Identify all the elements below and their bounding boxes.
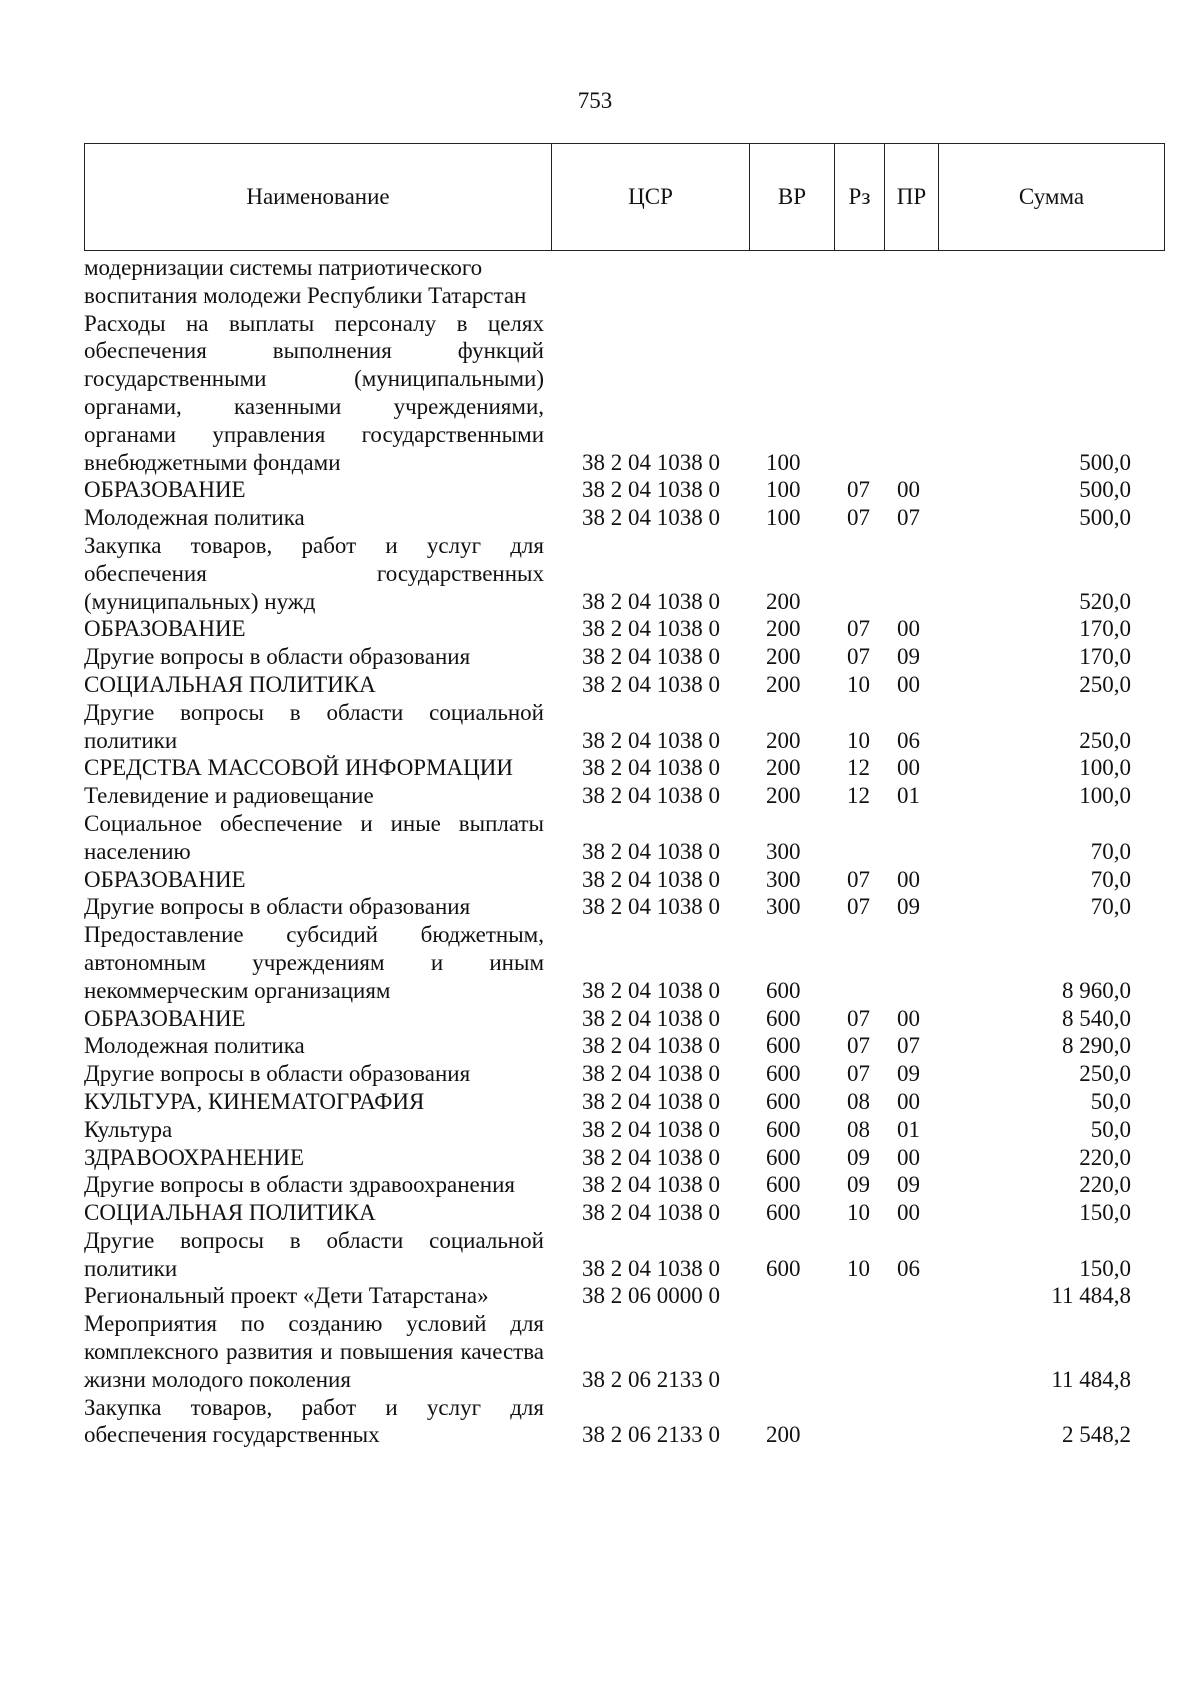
table-row — [84, 1394, 1165, 1450]
row-name: модернизации системы патриотического воспитания молодежи Республики Татарстан — [84, 255, 527, 308]
row-pr: 07 — [897, 1033, 920, 1059]
row-sum: 170,0 — [1079, 644, 1131, 670]
row-rz: 07 — [847, 894, 870, 920]
row-name: Другие вопросы в области образования — [84, 894, 471, 920]
table-row — [84, 643, 1165, 671]
table-header — [84, 143, 1165, 251]
row-csr: 38 2 04 1038 0 — [582, 616, 720, 642]
row-vr: 600 — [766, 1116, 801, 1142]
row-rz: 12 — [847, 783, 870, 809]
table-row — [84, 754, 1165, 782]
row-sum: 50,0 — [1090, 1088, 1131, 1114]
row-pr: 00 — [897, 1005, 920, 1031]
row-vr: 600 — [766, 1061, 801, 1087]
table-row — [84, 893, 1165, 921]
row-sum: 500,0 — [1079, 477, 1131, 503]
row-vr: 600 — [766, 1172, 801, 1198]
row-csr: 38 2 04 1038 0 — [582, 449, 720, 475]
row-rz: 10 — [847, 671, 870, 697]
row-rz: 10 — [847, 727, 870, 753]
table-row — [84, 504, 1165, 532]
table-row — [84, 1227, 1165, 1283]
row-vr: 300 — [766, 838, 801, 864]
row-rz: 08 — [847, 1088, 870, 1114]
row-vr: 300 — [766, 894, 801, 920]
row-csr: 38 2 04 1038 0 — [582, 977, 720, 1003]
row-name: Закупка товаров, работ и услуг для обеспечения государственных (муниципальных) нужд — [84, 532, 544, 614]
table-row — [84, 1005, 1165, 1033]
table-row — [84, 921, 1165, 1004]
header-sum: Сумма — [1018, 184, 1085, 209]
table-row — [84, 1144, 1165, 1172]
row-csr: 38 2 04 1038 0 — [582, 1116, 720, 1142]
row-rz: 09 — [847, 1172, 870, 1198]
table-row — [84, 1199, 1165, 1227]
header-name: Наименование — [85, 144, 552, 250]
row-sum: 250,0 — [1079, 671, 1131, 697]
row-rz: 07 — [847, 866, 870, 892]
row-csr: 38 2 04 1038 0 — [582, 1061, 720, 1087]
row-rz: 12 — [847, 755, 870, 781]
table-row — [84, 1116, 1165, 1144]
row-sum: 250,0 — [1079, 727, 1131, 753]
row-name: КУЛЬТУРА, КИНЕМАТОГРАФИЯ — [84, 1088, 425, 1114]
row-sum: 70,0 — [1090, 866, 1131, 892]
row-csr: 38 2 06 2133 0 — [582, 1422, 720, 1448]
row-name: Региональный проект «Дети Татарстана» — [84, 1283, 489, 1309]
row-name: ОБРАЗОВАНИЕ — [84, 616, 246, 642]
table-row — [84, 1032, 1165, 1060]
row-csr: 38 2 04 1038 0 — [582, 477, 720, 503]
table-row — [84, 1310, 1165, 1393]
row-vr: 200 — [766, 644, 801, 670]
row-rz: 07 — [847, 1005, 870, 1031]
row-csr: 38 2 04 1038 0 — [582, 1255, 720, 1281]
row-name: СОЦИАЛЬНАЯ ПОЛИТИКА — [84, 1200, 376, 1226]
row-vr: 100 — [766, 477, 801, 503]
row-csr: 38 2 06 0000 0 — [582, 1283, 720, 1309]
row-pr: 00 — [897, 671, 920, 697]
row-vr: 200 — [766, 616, 801, 642]
row-sum: 8 960,0 — [1062, 977, 1131, 1003]
row-vr: 200 — [766, 755, 801, 781]
row-sum: 220,0 — [1079, 1144, 1131, 1170]
row-sum: 100,0 — [1079, 783, 1131, 809]
row-name: Молодежная политика — [84, 1033, 305, 1059]
row-pr: 00 — [897, 477, 920, 503]
table-row — [84, 671, 1165, 699]
row-pr: 09 — [897, 1172, 920, 1198]
table-row — [84, 476, 1165, 504]
row-vr: 600 — [766, 1033, 801, 1059]
table-row — [84, 810, 1165, 866]
row-name: Другие вопросы в области здравоохранения — [84, 1172, 515, 1198]
row-sum: 170,0 — [1079, 616, 1131, 642]
table-row — [84, 782, 1165, 810]
row-vr: 200 — [766, 727, 801, 753]
row-csr: 38 2 04 1038 0 — [582, 1033, 720, 1059]
row-name: СОЦИАЛЬНАЯ ПОЛИТИКА — [84, 671, 376, 697]
row-csr: 38 2 04 1038 0 — [582, 671, 720, 697]
table-row — [84, 866, 1165, 894]
row-name: СРЕДСТВА МАССОВОЙ ИНФОРМАЦИИ — [84, 755, 513, 781]
row-vr: 200 — [766, 1422, 801, 1448]
page-number: 753 — [577, 88, 613, 113]
row-rz: 09 — [847, 1144, 870, 1170]
row-pr: 01 — [897, 783, 920, 809]
row-vr: 200 — [766, 783, 801, 809]
row-vr: 600 — [766, 1088, 801, 1114]
row-sum: 500,0 — [1079, 505, 1131, 531]
row-sum: 50,0 — [1090, 1116, 1131, 1142]
row-vr: 600 — [766, 1144, 801, 1170]
row-name: ЗДРАВООХРАНЕНИЕ — [84, 1144, 305, 1170]
row-name: Другие вопросы в области социальной политики — [84, 1227, 544, 1281]
row-rz: 07 — [847, 505, 870, 531]
row-name: Другие вопросы в области социальной политики — [84, 699, 544, 753]
row-pr: 00 — [897, 866, 920, 892]
row-name: ОБРАЗОВАНИЕ — [84, 866, 246, 892]
row-sum: 220,0 — [1079, 1172, 1131, 1198]
row-csr: 38 2 04 1038 0 — [582, 644, 720, 670]
row-sum: 150,0 — [1079, 1255, 1131, 1281]
row-csr: 38 2 04 1038 0 — [582, 588, 720, 614]
table-row — [84, 699, 1165, 755]
row-vr: 300 — [766, 866, 801, 892]
row-name: Закупка товаров, работ и услуг для обеспечения государственных — [84, 1394, 544, 1448]
row-sum: 70,0 — [1090, 894, 1131, 920]
row-sum: 520,0 — [1079, 588, 1131, 614]
row-name: Телевидение и радиовещание — [84, 783, 374, 809]
table-row — [84, 1060, 1165, 1088]
row-vr: 200 — [766, 671, 801, 697]
row-pr: 00 — [897, 1144, 920, 1170]
row-csr: 38 2 04 1038 0 — [582, 1088, 720, 1114]
row-name: Другие вопросы в области образования — [84, 1061, 471, 1087]
row-pr: 09 — [897, 644, 920, 670]
row-rz: 07 — [847, 616, 870, 642]
row-pr: 07 — [897, 505, 920, 531]
row-csr: 38 2 04 1038 0 — [582, 894, 720, 920]
row-name: Расходы на выплаты персоналу в целях обеспечения выполнения функций государственными (муниципальными) органами, казенными учреждениями, органами управления государственными внебюджетными фондами — [84, 310, 544, 475]
table-row — [84, 532, 1165, 615]
row-name: Другие вопросы в области образования — [84, 644, 471, 670]
row-pr: 00 — [897, 1088, 920, 1114]
header-csr: ЦСР — [552, 144, 750, 250]
row-name: ОБРАЗОВАНИЕ — [84, 1005, 246, 1031]
row-sum: 2 548,2 — [1062, 1422, 1131, 1448]
row-name: ОБРАЗОВАНИЕ — [84, 477, 246, 503]
table-row — [84, 254, 1165, 310]
table-row — [84, 1282, 1165, 1310]
row-csr: 38 2 04 1038 0 — [582, 1005, 720, 1031]
row-csr: 38 2 04 1038 0 — [582, 783, 720, 809]
row-csr: 38 2 04 1038 0 — [582, 727, 720, 753]
row-rz: 10 — [847, 1255, 870, 1281]
row-pr: 09 — [897, 894, 920, 920]
row-sum: 70,0 — [1090, 838, 1131, 864]
row-sum: 150,0 — [1079, 1200, 1131, 1226]
row-vr: 100 — [766, 449, 801, 475]
row-name: Мероприятия по созданию условий для комплексного развития и повышения качества жизни молодого поколения — [84, 1311, 544, 1392]
row-name: Молодежная политика — [84, 505, 305, 531]
row-pr: 01 — [897, 1116, 920, 1142]
row-sum: 8 540,0 — [1062, 1005, 1131, 1031]
row-csr: 38 2 04 1038 0 — [582, 505, 720, 531]
row-name: Культура — [84, 1116, 173, 1142]
row-rz: 10 — [847, 1200, 870, 1226]
table-row — [84, 1171, 1165, 1199]
row-name: Социальное обеспечение и иные выплаты населению — [84, 810, 544, 864]
row-rz: 07 — [847, 1061, 870, 1087]
row-sum: 11 484,8 — [1051, 1366, 1131, 1392]
row-csr: 38 2 06 2133 0 — [582, 1366, 720, 1392]
row-rz: 07 — [847, 644, 870, 670]
row-sum: 500,0 — [1079, 449, 1131, 475]
table-row — [84, 1088, 1165, 1116]
row-vr: 600 — [766, 1200, 801, 1226]
row-pr: 00 — [897, 616, 920, 642]
row-sum: 100,0 — [1079, 755, 1131, 781]
header-vr: ВР — [750, 144, 835, 250]
row-pr: 00 — [897, 1200, 920, 1226]
row-vr: 600 — [766, 977, 801, 1003]
table-row — [84, 615, 1165, 643]
row-pr: 06 — [897, 727, 920, 753]
row-pr: 09 — [897, 1061, 920, 1087]
row-vr: 600 — [766, 1005, 801, 1031]
row-sum: 250,0 — [1079, 1061, 1131, 1087]
header-rz: Рз — [835, 144, 885, 250]
row-sum: 11 484,8 — [1051, 1283, 1131, 1309]
row-csr: 38 2 04 1038 0 — [582, 1172, 720, 1198]
row-rz: 07 — [847, 1033, 870, 1059]
row-pr: 00 — [897, 755, 920, 781]
table-body — [84, 254, 1165, 1449]
row-vr: 600 — [766, 1255, 801, 1281]
row-pr: 06 — [897, 1255, 920, 1281]
row-vr: 200 — [766, 588, 801, 614]
row-csr: 38 2 04 1038 0 — [582, 1200, 720, 1226]
row-csr: 38 2 04 1038 0 — [582, 755, 720, 781]
row-sum: 8 290,0 — [1062, 1033, 1131, 1059]
row-csr: 38 2 04 1038 0 — [582, 1144, 720, 1170]
row-csr: 38 2 04 1038 0 — [582, 866, 720, 892]
header-pr: ПР — [885, 144, 939, 250]
row-rz: 07 — [847, 477, 870, 503]
row-name: Предоставление субсидий бюджетным, автономным учреждениям и иным некоммерческим организациям — [84, 922, 544, 1003]
row-csr: 38 2 04 1038 0 — [582, 838, 720, 864]
table-row — [84, 310, 1165, 477]
row-rz: 08 — [847, 1116, 870, 1142]
row-vr: 100 — [766, 505, 801, 531]
